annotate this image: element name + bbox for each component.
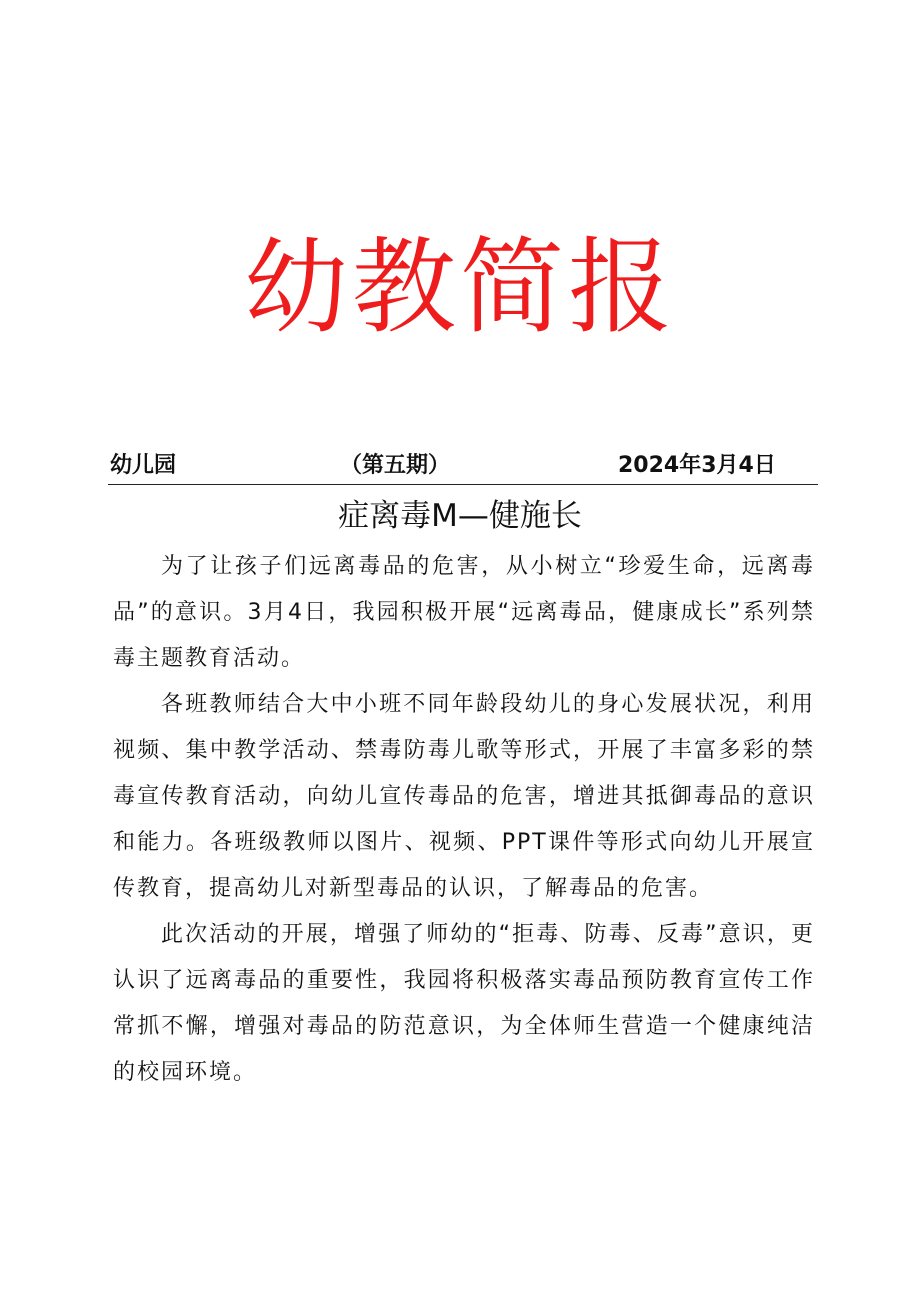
article-paragraph: 各班教师结合大中小班不同年龄段幼儿的身心发展状况，利用视频、集中教学活动、禁毒防毒儿歌等形式，开展了丰富多彩的禁毒宣传教育活动，向幼儿宣传毒品的危害，增进其抵御毒品的意识和能力。各班级教师以图片、视频、PPT课件等形式向幼儿开展宣传教育，提高幼儿对新型毒品的认识，了解毒品的危害。: [113, 692, 815, 901]
issue-date: 2024年3月4日: [618, 453, 776, 478]
newsletter-masthead-title: 幼教简报: [243, 226, 676, 348]
article-body: [113, 544, 815, 1096]
issue-number: （第五期）: [340, 453, 451, 478]
header-divider: [108, 484, 818, 485]
school-name: 幼儿园: [110, 453, 177, 478]
article-paragraph: 为了让孩子们远离毒品的危害，从小树立“珍爱生命，远离毒品”的意识。3月4日，我园积极开展“远离毒品，健康成长”系列禁毒主题教育活动。: [113, 554, 815, 671]
issue-info-row: [108, 448, 818, 484]
article-headline: 症离毒M—健施长: [338, 498, 582, 534]
article-paragraph: 此次活动的开展，增强了师幼的“拒毒、防毒、反毒”意识，更认识了远离毒品的重要性，我园将积极落实毒品预防教育宣传工作常抓不懈，增强对毒品的防范意识，为全体师生营造一个健康纯洁的校园环境。: [113, 922, 815, 1085]
